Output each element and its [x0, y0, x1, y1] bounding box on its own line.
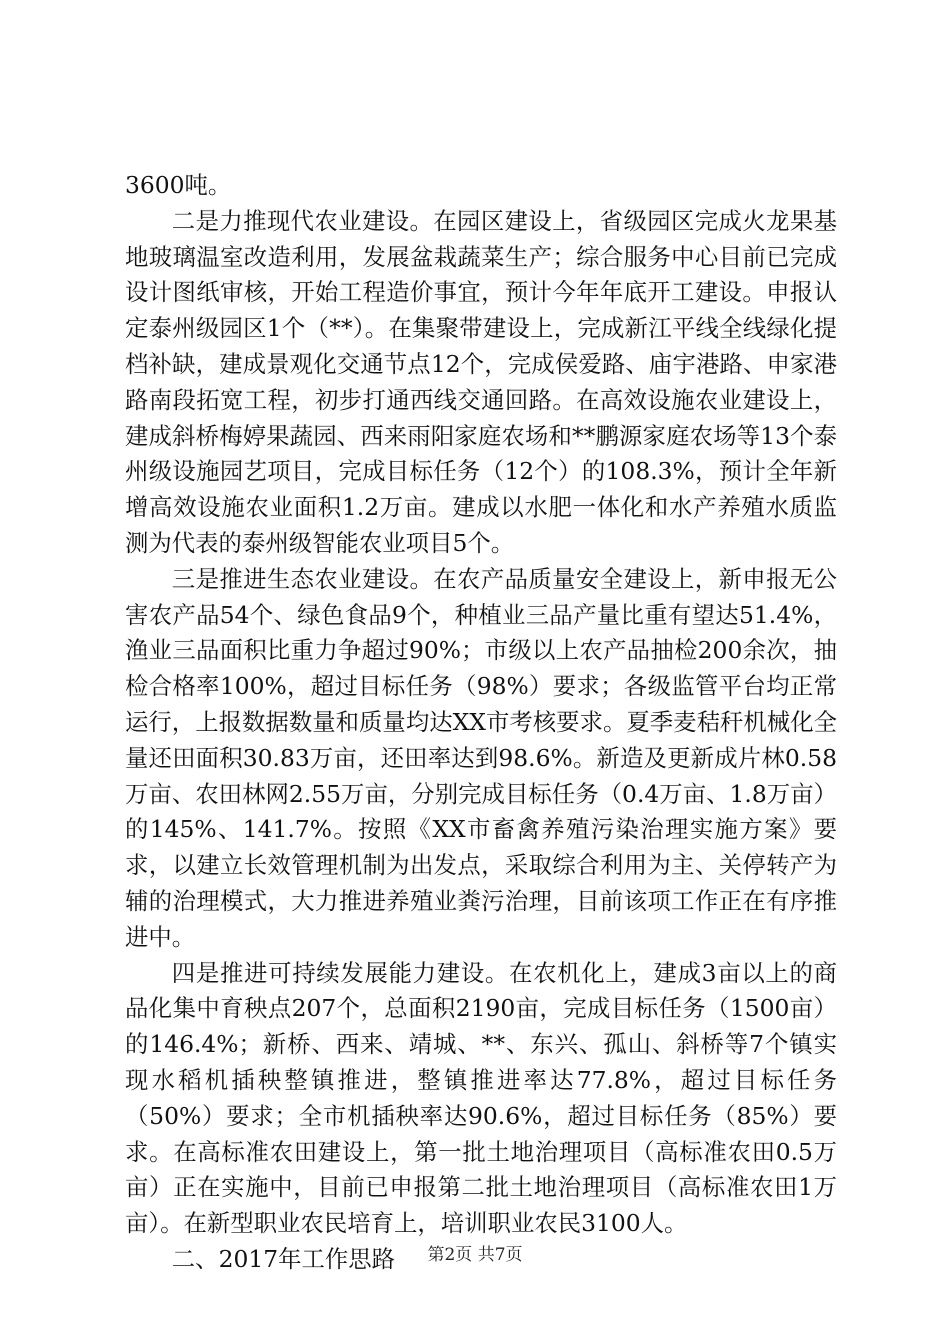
section-heading-2017-plan: 二、2017年工作思路 [171, 1244, 396, 1273]
document-body [125, 168, 837, 1278]
paragraph-sustainable-development: 四是推进可持续发展能力建设。在农机化上，建成3亩以上的商品化集中育秧点207个，总面积2190亩，完成目标任务（1500亩）的146.4%；新桥、西来、靖城、**、东兴、孤山、斜桥等7个镇实现水稻机插秧整镇推进，整镇推进率达77.8%，超过目标任务（50%）要求；全市机插秧率达90.6%，超过目标任务（85%）要求。在高标准农田建设上，第一批土地治理项目（高标准农田0.5万亩）正在实施中，目前已申报第二批土地治理项目（高标准农田1万亩）。在新型职业农民培育上，培训职业农民3100人。 [125, 958, 837, 1238]
paragraph-continuation: 3600吨。 [125, 171, 232, 199]
paragraph-modern-agriculture: 二是力推现代农业建设。在园区建设上，省级园区完成火龙果基地玻璃温室改造利用，发展盆栽蔬菜生产；综合服务中心目前已完成设计图纸审核，开始工程造价事宜，预计今年年底开工建设。申报认定泰州级园区1个（**）。在集聚带建设上，完成新江平线全线绿化提档补缺，建成景观化交通节点12个，完成侯爱路、庙宇港路、申家港路南段拓宽工程，初步打通西线交通回路。在高效设施农业建设上，建成斜桥梅婷果蔬园、西来雨阳家庭农场和**鹏源家庭农场等13个泰州级设施园艺项目，完成目标任务（12个）的108.3%，预计全年新增高效设施农业面积1.2万亩。建成以水肥一体化和水产养殖水质监测为代表的泰州级智能农业项目5个。 [125, 206, 837, 557]
paragraph-ecological-agriculture: 三是推进生态农业建设。在农产品质量安全建设上，新申报无公害农产品54个、绿色食品9个，种植业三品产量比重有望达51.4%，渔业三品面积比重力争超过90%；市级以上农产品抽检200余次，抽检合格率100%，超过目标任务（98%）要求；各级监管平台均正常运行，上报数据数量和质量均达XX市考核要求。夏季麦秸秆机械化全量还田面积30.83万亩，还田率达到98.6%。新造及更新成片林0.58万亩、农田林网2.55万亩，分别完成目标任务（0.4万亩、1.8万亩）的145%、141.7%。按照《XX市畜禽养殖污染治理实施方案》要求，以建立长效管理机制为出发点，采取综合利用为主、关停转产为辅的治理模式，大力推进养殖业粪污治理，目前该项工作正在有序推进中。 [125, 564, 837, 951]
page-number-footer: 第2页 共7页 [427, 1245, 523, 1265]
